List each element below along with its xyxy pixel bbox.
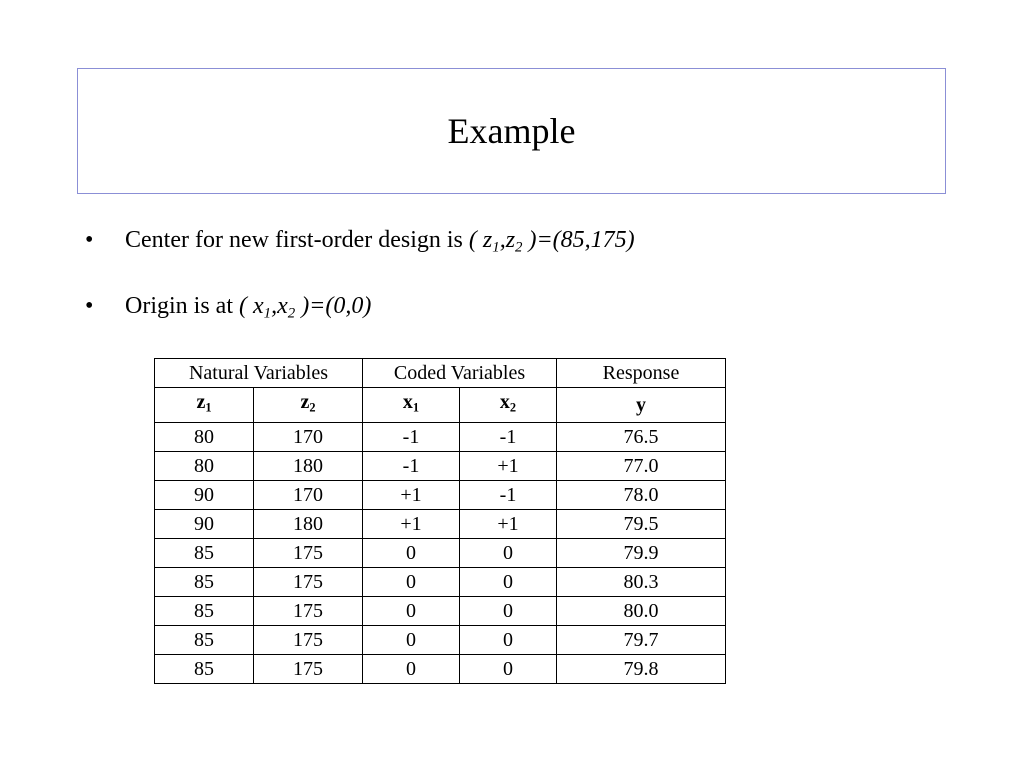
table-cell: -1 [363, 451, 460, 480]
bullet-text: Center for new first-order design is [125, 227, 469, 253]
bullet-list [85, 224, 635, 322]
group-header-row [155, 359, 726, 388]
table-cell: 85 [155, 625, 254, 654]
table-cell: 175 [254, 596, 363, 625]
header-coded-variables: Coded Variables [363, 359, 557, 388]
header-response: Response [557, 359, 726, 388]
table-cell: -1 [363, 422, 460, 451]
header-x2: $x_2$ [460, 388, 557, 423]
table-cell: 180 [254, 509, 363, 538]
table-cell: 80.0 [557, 596, 726, 625]
table-row [155, 654, 726, 683]
bullet-icon: • [85, 293, 94, 319]
table-cell: 85 [155, 654, 254, 683]
table-cell: 85 [155, 567, 254, 596]
table-cell: 175 [254, 654, 363, 683]
table-cell: 175 [254, 625, 363, 654]
table-row [155, 596, 726, 625]
header-y: y [557, 388, 726, 423]
bullet-center [85, 224, 635, 256]
table-cell: 0 [460, 654, 557, 683]
table-body [155, 422, 726, 683]
table-row [155, 422, 726, 451]
table-cell: 90 [155, 509, 254, 538]
table-cell: +1 [363, 509, 460, 538]
header-x1: $x_1$ [363, 388, 460, 423]
design-table [154, 358, 726, 684]
table-cell: 0 [363, 596, 460, 625]
table-cell: 170 [254, 422, 363, 451]
table-row [155, 509, 726, 538]
table-row [155, 480, 726, 509]
table-cell: 170 [254, 480, 363, 509]
table-cell: 85 [155, 538, 254, 567]
table-cell: 175 [254, 538, 363, 567]
table-cell: 90 [155, 480, 254, 509]
table-cell: 78.0 [557, 480, 726, 509]
variable-header-row [155, 388, 726, 423]
table-cell: 0 [460, 567, 557, 596]
table-cell: 180 [254, 451, 363, 480]
table-cell: 0 [460, 625, 557, 654]
table-cell: 79.8 [557, 654, 726, 683]
table-cell: 175 [254, 567, 363, 596]
header-z2: $z_2$ [254, 388, 363, 423]
table-cell: 0 [363, 654, 460, 683]
table-row [155, 451, 726, 480]
bullet-icon: • [85, 227, 94, 253]
table-cell: 79.5 [557, 509, 726, 538]
bullet-origin [85, 290, 635, 322]
bullet-expression: ( $x_1,x_2$ )=(0,0) [239, 293, 372, 322]
table-row [155, 625, 726, 654]
table-cell: -1 [460, 422, 557, 451]
slide-title: Example [447, 111, 576, 151]
slide-title-box [77, 68, 946, 194]
table-cell: 79.9 [557, 538, 726, 567]
table-cell: 80 [155, 451, 254, 480]
table-cell: 77.0 [557, 451, 726, 480]
table-cell: 0 [460, 538, 557, 567]
table-cell: +1 [363, 480, 460, 509]
table-cell: 0 [363, 538, 460, 567]
bullet-text: Origin is at [125, 293, 239, 319]
table-cell: +1 [460, 509, 557, 538]
table-cell: 0 [363, 625, 460, 654]
table-cell: -1 [460, 480, 557, 509]
table-cell: 85 [155, 596, 254, 625]
table-cell: 79.7 [557, 625, 726, 654]
bullet-expression: ( $z_1,z_2$ )=(85,175) [468, 227, 635, 256]
table-cell: 80.3 [557, 567, 726, 596]
table-row [155, 538, 726, 567]
table-cell: 80 [155, 422, 254, 451]
header-natural-variables: Natural Variables [155, 359, 363, 388]
table-cell: 0 [460, 596, 557, 625]
table-cell: 0 [363, 567, 460, 596]
table-cell: 76.5 [557, 422, 726, 451]
table-cell: +1 [460, 451, 557, 480]
table-row [155, 567, 726, 596]
header-z1: $z_1$ [155, 388, 254, 423]
